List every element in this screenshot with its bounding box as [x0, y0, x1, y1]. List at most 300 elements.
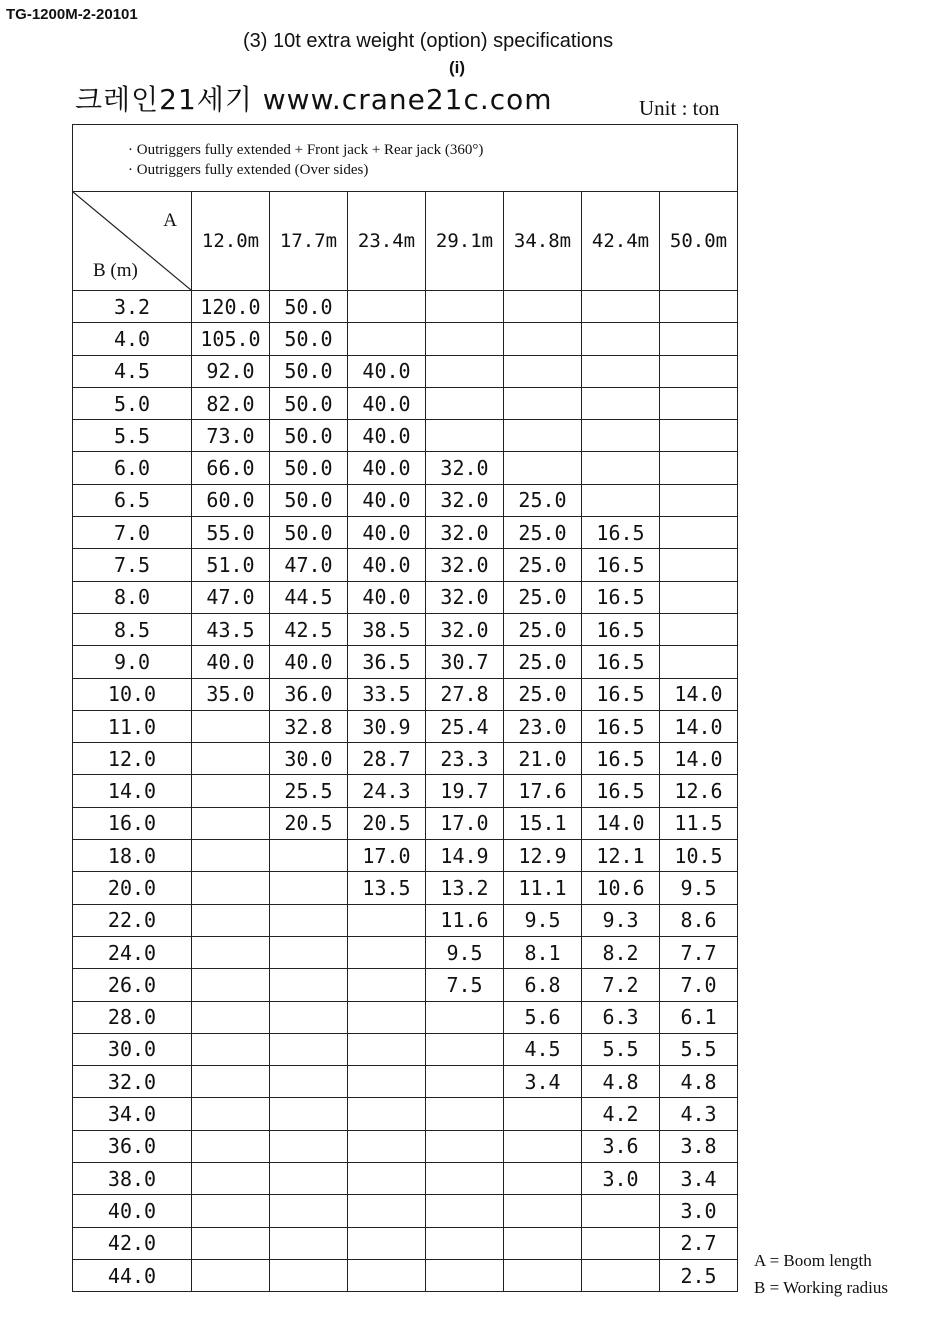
capacity-cell: 66.0 — [192, 452, 270, 484]
capacity-cell — [270, 840, 348, 872]
capacity-cell — [348, 323, 426, 355]
table-row — [73, 872, 738, 904]
capacity-cell — [660, 581, 738, 613]
table-row — [73, 387, 738, 419]
capacity-cell: 9.5 — [504, 904, 582, 936]
boom-length-header: 34.8m — [504, 192, 582, 291]
table-row — [73, 484, 738, 516]
table-row — [73, 840, 738, 872]
capacity-cell — [192, 1098, 270, 1130]
capacity-cell — [426, 1195, 504, 1227]
radius-cell: 4.5 — [73, 355, 192, 387]
table-row — [73, 323, 738, 355]
capacity-cell — [660, 420, 738, 452]
capacity-cell: 40.0 — [348, 387, 426, 419]
capacity-cell: 50.0 — [270, 291, 348, 323]
capacity-cell — [270, 872, 348, 904]
capacity-cell — [192, 872, 270, 904]
condition-line: · Outriggers fully extended + Front jack + Rear jack (360°) — [128, 142, 484, 158]
capacity-cell — [192, 710, 270, 742]
radius-cell: 32.0 — [73, 1066, 192, 1098]
capacity-cell — [582, 387, 660, 419]
capacity-cell: 40.0 — [270, 646, 348, 678]
page-subtitle: (i) — [449, 58, 466, 77]
capacity-cell: 50.0 — [270, 387, 348, 419]
capacity-cell: 92.0 — [192, 355, 270, 387]
table-row — [73, 613, 738, 645]
capacity-cell: 17.0 — [348, 840, 426, 872]
radius-cell: 44.0 — [73, 1259, 192, 1291]
table-row — [73, 1195, 738, 1227]
capacity-cell — [348, 1033, 426, 1065]
capacity-cell — [660, 387, 738, 419]
capacity-cell — [192, 936, 270, 968]
capacity-cell — [582, 484, 660, 516]
capacity-cell: 2.5 — [660, 1259, 738, 1291]
capacity-cell: 40.0 — [348, 581, 426, 613]
capacity-cell: 40.0 — [348, 517, 426, 549]
capacity-cell: 50.0 — [270, 517, 348, 549]
capacity-cell: 36.0 — [270, 678, 348, 710]
capacity-cell: 32.0 — [426, 452, 504, 484]
capacity-cell — [660, 484, 738, 516]
radius-cell: 18.0 — [73, 840, 192, 872]
capacity-cell — [504, 1130, 582, 1162]
capacity-cell — [504, 452, 582, 484]
radius-cell: 3.2 — [73, 291, 192, 323]
capacity-cell: 8.2 — [582, 936, 660, 968]
capacity-cell: 17.0 — [426, 807, 504, 839]
radius-cell: 10.0 — [73, 678, 192, 710]
capacity-cell — [192, 807, 270, 839]
capacity-cell — [582, 291, 660, 323]
capacity-cell: 4.2 — [582, 1098, 660, 1130]
radius-cell: 30.0 — [73, 1033, 192, 1065]
capacity-cell: 30.7 — [426, 646, 504, 678]
capacity-cell: 19.7 — [426, 775, 504, 807]
capacity-cell — [348, 1259, 426, 1291]
capacity-cell: 8.1 — [504, 936, 582, 968]
capacity-cell — [660, 646, 738, 678]
capacity-cell — [192, 1259, 270, 1291]
capacity-cell — [192, 1130, 270, 1162]
capacity-cell: 6.3 — [582, 1001, 660, 1033]
table-row — [73, 678, 738, 710]
radius-cell: 14.0 — [73, 775, 192, 807]
capacity-cell: 13.5 — [348, 872, 426, 904]
capacity-cell: 4.3 — [660, 1098, 738, 1130]
capacity-cell — [660, 549, 738, 581]
legend-a: A = Boom length — [754, 1251, 872, 1270]
capacity-cell — [270, 969, 348, 1001]
capacity-cell: 32.0 — [426, 549, 504, 581]
capacity-cell — [660, 452, 738, 484]
capacity-cell — [192, 1066, 270, 1098]
capacity-cell — [504, 1259, 582, 1291]
load-chart-table — [72, 124, 738, 1292]
capacity-cell — [192, 743, 270, 775]
capacity-cell: 5.5 — [660, 1033, 738, 1065]
capacity-cell — [270, 1001, 348, 1033]
capacity-cell — [582, 452, 660, 484]
capacity-cell: 25.0 — [504, 484, 582, 516]
radius-cell: 7.5 — [73, 549, 192, 581]
capacity-cell: 7.2 — [582, 969, 660, 1001]
table-row — [73, 549, 738, 581]
radius-cell: 8.0 — [73, 581, 192, 613]
capacity-cell — [426, 1001, 504, 1033]
radius-cell: 11.0 — [73, 710, 192, 742]
table-row — [73, 743, 738, 775]
capacity-cell: 7.7 — [660, 936, 738, 968]
capacity-cell: 16.5 — [582, 646, 660, 678]
capacity-cell — [426, 420, 504, 452]
capacity-cell: 4.5 — [504, 1033, 582, 1065]
radius-cell: 20.0 — [73, 872, 192, 904]
capacity-cell — [192, 1227, 270, 1259]
capacity-cell — [426, 323, 504, 355]
capacity-cell: 27.8 — [426, 678, 504, 710]
table-row — [73, 517, 738, 549]
capacity-cell: 82.0 — [192, 387, 270, 419]
capacity-cell — [504, 1195, 582, 1227]
boom-length-header: 50.0m — [660, 192, 738, 291]
capacity-cell — [348, 1066, 426, 1098]
capacity-cell — [426, 1130, 504, 1162]
capacity-cell — [582, 420, 660, 452]
capacity-cell: 10.5 — [660, 840, 738, 872]
boom-length-header: 12.0m — [192, 192, 270, 291]
capacity-cell: 32.0 — [426, 484, 504, 516]
capacity-cell — [426, 1227, 504, 1259]
capacity-cell — [504, 355, 582, 387]
capacity-cell: 50.0 — [270, 420, 348, 452]
capacity-cell: 3.8 — [660, 1130, 738, 1162]
condition-line: · Outriggers fully extended (Over sides) — [128, 162, 369, 178]
capacity-cell: 16.5 — [582, 613, 660, 645]
capacity-cell: 47.0 — [192, 581, 270, 613]
radius-cell: 12.0 — [73, 743, 192, 775]
table-row — [73, 1001, 738, 1033]
capacity-cell: 21.0 — [504, 743, 582, 775]
capacity-cell: 4.8 — [582, 1066, 660, 1098]
conditions-cell — [73, 125, 738, 192]
capacity-cell: 16.5 — [582, 581, 660, 613]
capacity-cell — [348, 936, 426, 968]
capacity-cell: 73.0 — [192, 420, 270, 452]
capacity-cell: 33.5 — [348, 678, 426, 710]
capacity-cell — [348, 1163, 426, 1195]
capacity-cell: 12.1 — [582, 840, 660, 872]
capacity-cell: 7.5 — [426, 969, 504, 1001]
capacity-cell — [270, 1130, 348, 1162]
capacity-cell — [504, 387, 582, 419]
radius-cell: 7.0 — [73, 517, 192, 549]
capacity-cell: 16.5 — [582, 710, 660, 742]
capacity-cell: 3.0 — [582, 1163, 660, 1195]
capacity-cell: 30.0 — [270, 743, 348, 775]
capacity-cell: 40.0 — [348, 355, 426, 387]
capacity-cell: 5.5 — [582, 1033, 660, 1065]
capacity-cell — [426, 1033, 504, 1065]
capacity-cell — [582, 1195, 660, 1227]
capacity-cell — [348, 1001, 426, 1033]
capacity-cell: 43.5 — [192, 613, 270, 645]
brand-watermark: 크레인21세기 www.crane21c.com — [75, 83, 553, 116]
capacity-cell — [660, 517, 738, 549]
capacity-cell: 9.5 — [426, 936, 504, 968]
radius-cell: 5.5 — [73, 420, 192, 452]
capacity-cell: 36.5 — [348, 646, 426, 678]
capacity-cell — [192, 1163, 270, 1195]
boom-length-header: 42.4m — [582, 192, 660, 291]
capacity-cell — [270, 1163, 348, 1195]
capacity-cell: 2.7 — [660, 1227, 738, 1259]
radius-cell: 38.0 — [73, 1163, 192, 1195]
table-row — [73, 1033, 738, 1065]
corner-label-b: B (m) — [93, 260, 138, 281]
capacity-cell: 9.3 — [582, 904, 660, 936]
table-row — [73, 936, 738, 968]
table-row — [73, 807, 738, 839]
capacity-cell — [348, 969, 426, 1001]
corner-label-a: A — [163, 210, 177, 231]
capacity-cell: 42.5 — [270, 613, 348, 645]
capacity-cell: 51.0 — [192, 549, 270, 581]
capacity-cell — [504, 1227, 582, 1259]
capacity-cell: 16.5 — [582, 775, 660, 807]
capacity-cell: 11.5 — [660, 807, 738, 839]
capacity-cell: 50.0 — [270, 484, 348, 516]
capacity-cell: 14.0 — [660, 743, 738, 775]
capacity-cell: 6.1 — [660, 1001, 738, 1033]
capacity-cell: 14.0 — [660, 678, 738, 710]
capacity-cell — [426, 1098, 504, 1130]
capacity-cell: 30.9 — [348, 710, 426, 742]
capacity-cell: 5.6 — [504, 1001, 582, 1033]
capacity-cell: 40.0 — [348, 549, 426, 581]
capacity-cell: 23.0 — [504, 710, 582, 742]
capacity-cell — [348, 904, 426, 936]
capacity-cell: 32.0 — [426, 517, 504, 549]
capacity-cell — [426, 387, 504, 419]
capacity-cell — [192, 840, 270, 872]
capacity-cell — [582, 355, 660, 387]
capacity-cell: 32.8 — [270, 710, 348, 742]
capacity-cell: 25.5 — [270, 775, 348, 807]
capacity-cell — [426, 1163, 504, 1195]
capacity-cell — [660, 323, 738, 355]
capacity-cell — [426, 291, 504, 323]
table-row — [73, 355, 738, 387]
capacity-cell: 55.0 — [192, 517, 270, 549]
radius-cell: 40.0 — [73, 1195, 192, 1227]
table-row — [73, 710, 738, 742]
capacity-cell: 25.0 — [504, 678, 582, 710]
table-row — [73, 1227, 738, 1259]
capacity-cell: 25.0 — [504, 581, 582, 613]
radius-cell: 22.0 — [73, 904, 192, 936]
capacity-cell: 40.0 — [348, 484, 426, 516]
capacity-cell: 50.0 — [270, 452, 348, 484]
capacity-cell: 17.6 — [504, 775, 582, 807]
capacity-cell — [270, 936, 348, 968]
capacity-cell — [270, 1259, 348, 1291]
table-row — [73, 969, 738, 1001]
table-row — [73, 452, 738, 484]
unit-label: Unit : ton — [639, 96, 720, 120]
radius-cell: 16.0 — [73, 807, 192, 839]
capacity-cell: 3.0 — [660, 1195, 738, 1227]
capacity-cell: 16.5 — [582, 517, 660, 549]
radius-cell: 26.0 — [73, 969, 192, 1001]
capacity-cell — [192, 1195, 270, 1227]
capacity-cell — [192, 1001, 270, 1033]
capacity-cell: 32.0 — [426, 581, 504, 613]
capacity-cell — [426, 355, 504, 387]
capacity-cell: 8.6 — [660, 904, 738, 936]
capacity-cell: 16.5 — [582, 549, 660, 581]
capacity-cell: 7.0 — [660, 969, 738, 1001]
capacity-cell: 24.3 — [348, 775, 426, 807]
capacity-cell — [192, 969, 270, 1001]
capacity-cell — [426, 1066, 504, 1098]
table-row — [73, 1098, 738, 1130]
capacity-cell: 12.9 — [504, 840, 582, 872]
capacity-cell — [582, 1227, 660, 1259]
page-title: (3) 10t extra weight (option) specifications — [243, 30, 614, 52]
capacity-cell: 28.7 — [348, 743, 426, 775]
document-code: TG-1200M-2-20101 — [6, 6, 138, 23]
capacity-cell: 4.8 — [660, 1066, 738, 1098]
table-body — [73, 291, 738, 1292]
table-row — [73, 581, 738, 613]
capacity-cell: 13.2 — [426, 872, 504, 904]
capacity-cell: 40.0 — [348, 452, 426, 484]
capacity-cell — [192, 1033, 270, 1065]
capacity-cell — [192, 904, 270, 936]
capacity-cell: 3.4 — [504, 1066, 582, 1098]
table-row — [73, 646, 738, 678]
corner-cell — [73, 192, 192, 291]
boom-length-header: 17.7m — [270, 192, 348, 291]
capacity-cell: 11.6 — [426, 904, 504, 936]
capacity-cell: 9.5 — [660, 872, 738, 904]
capacity-cell: 50.0 — [270, 323, 348, 355]
capacity-cell — [504, 323, 582, 355]
header-row — [73, 192, 738, 291]
table-row — [73, 1066, 738, 1098]
radius-cell: 34.0 — [73, 1098, 192, 1130]
capacity-cell — [270, 904, 348, 936]
capacity-cell: 50.0 — [270, 355, 348, 387]
capacity-cell — [348, 1195, 426, 1227]
capacity-cell: 25.0 — [504, 549, 582, 581]
capacity-cell: 3.6 — [582, 1130, 660, 1162]
radius-cell: 24.0 — [73, 936, 192, 968]
table-row — [73, 775, 738, 807]
capacity-cell: 32.0 — [426, 613, 504, 645]
capacity-cell — [660, 355, 738, 387]
capacity-cell: 40.0 — [348, 420, 426, 452]
capacity-cell — [270, 1033, 348, 1065]
radius-cell: 36.0 — [73, 1130, 192, 1162]
capacity-cell: 120.0 — [192, 291, 270, 323]
table-row — [73, 291, 738, 323]
table-row — [73, 420, 738, 452]
capacity-cell — [504, 291, 582, 323]
table-row — [73, 1259, 738, 1291]
capacity-cell — [270, 1227, 348, 1259]
radius-cell: 9.0 — [73, 646, 192, 678]
capacity-cell — [348, 1227, 426, 1259]
radius-cell: 4.0 — [73, 323, 192, 355]
capacity-cell: 16.5 — [582, 743, 660, 775]
capacity-cell: 20.5 — [270, 807, 348, 839]
capacity-cell — [582, 1259, 660, 1291]
capacity-cell: 47.0 — [270, 549, 348, 581]
capacity-cell: 20.5 — [348, 807, 426, 839]
capacity-cell — [348, 1130, 426, 1162]
capacity-cell: 35.0 — [192, 678, 270, 710]
table-row — [73, 1130, 738, 1162]
capacity-cell: 25.0 — [504, 613, 582, 645]
capacity-cell: 60.0 — [192, 484, 270, 516]
radius-cell: 42.0 — [73, 1227, 192, 1259]
capacity-cell: 10.6 — [582, 872, 660, 904]
legend-b: B = Working radius — [754, 1278, 888, 1297]
capacity-cell — [660, 291, 738, 323]
capacity-cell: 14.0 — [582, 807, 660, 839]
capacity-cell — [504, 1163, 582, 1195]
capacity-cell: 40.0 — [192, 646, 270, 678]
capacity-cell — [582, 323, 660, 355]
capacity-cell: 25.4 — [426, 710, 504, 742]
capacity-cell: 16.5 — [582, 678, 660, 710]
table-row — [73, 1163, 738, 1195]
capacity-cell: 44.5 — [270, 581, 348, 613]
capacity-cell: 6.8 — [504, 969, 582, 1001]
capacity-cell: 15.1 — [504, 807, 582, 839]
capacity-cell: 14.9 — [426, 840, 504, 872]
radius-cell: 6.0 — [73, 452, 192, 484]
capacity-cell: 23.3 — [426, 743, 504, 775]
capacity-cell — [270, 1195, 348, 1227]
capacity-cell: 105.0 — [192, 323, 270, 355]
capacity-cell — [660, 613, 738, 645]
capacity-cell: 38.5 — [348, 613, 426, 645]
radius-cell: 5.0 — [73, 387, 192, 419]
capacity-cell — [348, 291, 426, 323]
capacity-cell: 25.0 — [504, 517, 582, 549]
radius-cell: 8.5 — [73, 613, 192, 645]
capacity-cell: 25.0 — [504, 646, 582, 678]
capacity-cell — [192, 775, 270, 807]
boom-length-header: 23.4m — [348, 192, 426, 291]
table-row — [73, 904, 738, 936]
capacity-cell: 12.6 — [660, 775, 738, 807]
radius-cell: 6.5 — [73, 484, 192, 516]
capacity-cell — [426, 1259, 504, 1291]
boom-length-header: 29.1m — [426, 192, 504, 291]
capacity-cell — [348, 1098, 426, 1130]
capacity-cell: 11.1 — [504, 872, 582, 904]
capacity-cell: 14.0 — [660, 710, 738, 742]
radius-cell: 28.0 — [73, 1001, 192, 1033]
capacity-cell — [270, 1066, 348, 1098]
capacity-cell — [504, 1098, 582, 1130]
capacity-cell — [270, 1098, 348, 1130]
